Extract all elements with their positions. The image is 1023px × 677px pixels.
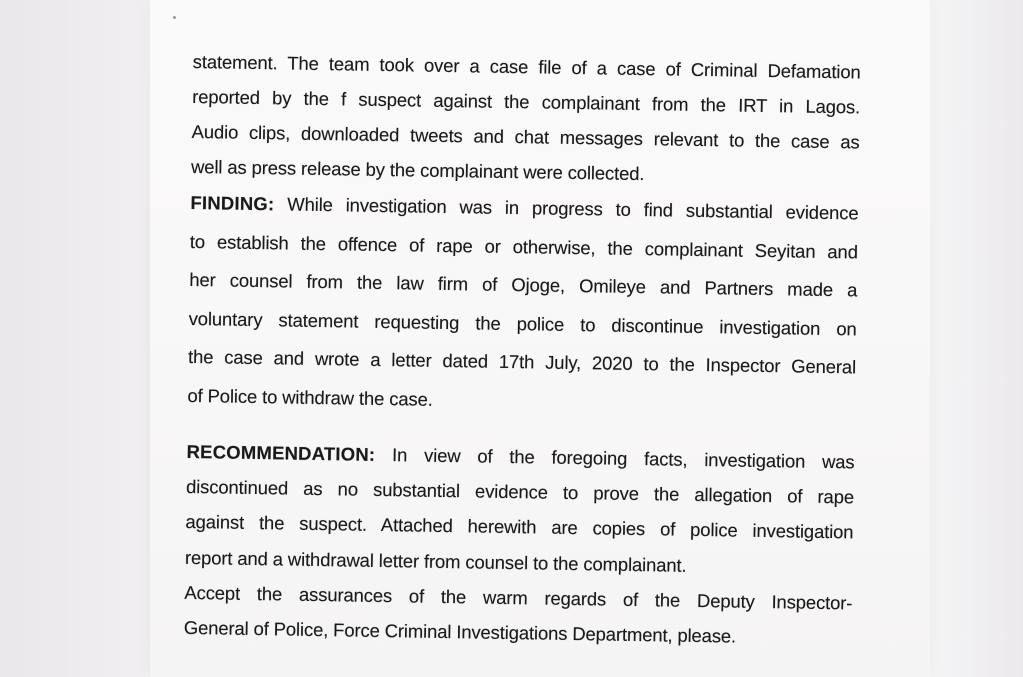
recommendation-paragraph <box>184 434 855 656</box>
dust-speck <box>173 16 176 19</box>
text-line: General of Police, Force Criminal Investigations Department, please. <box>183 616 737 647</box>
text-line: well as press release by the complainant were collected. <box>190 155 645 185</box>
document-text <box>184 44 861 656</box>
right-margin-background <box>928 0 1023 677</box>
recommendation-label: RECOMMENDATION: <box>186 440 376 465</box>
text-line: reported by the f suspect against the complainant from the IRT in Lagos. <box>192 85 861 118</box>
text-line: of Police to withdraw the case. <box>187 384 433 410</box>
text-line: her counsel from the law firm of Ojoge, Omileye and Partners made a <box>189 268 858 301</box>
text-line: voluntary statement requesting the police to discontinue investigation on <box>188 307 857 339</box>
text-line: against the suspect. Attached herewith are copies of police investigation <box>185 511 854 543</box>
statement-paragraph <box>191 44 861 194</box>
finding-line: While investigation was in progress to find substantial evidence <box>287 193 859 224</box>
recommendation-line: In view of the foregoing facts, investigation was <box>391 444 855 473</box>
text-line: Accept the assurances of the warm regards of the Deputy Inspector- <box>184 581 853 614</box>
text-line: report and a withdrawal letter from counsel to the complainant. <box>184 546 687 576</box>
text-line: Audio clips, downloaded tweets and chat messages relevant to the case as <box>191 120 860 153</box>
left-margin-background <box>0 0 150 677</box>
text-line: discontinued as no substantial evidence to prove the allegation of rape <box>185 476 855 508</box>
finding-label: FINDING: <box>190 191 275 215</box>
text-line: statement. The team took over a case file of a case of Criminal Defamation <box>192 50 861 83</box>
finding-paragraph <box>187 184 859 425</box>
text-line: to establish the offence of rape or otherwise, the complainant Seyitan and <box>189 230 858 262</box>
text-line: the case and wrote a letter dated 17th July, 2020 to the Inspector General <box>187 345 857 378</box>
